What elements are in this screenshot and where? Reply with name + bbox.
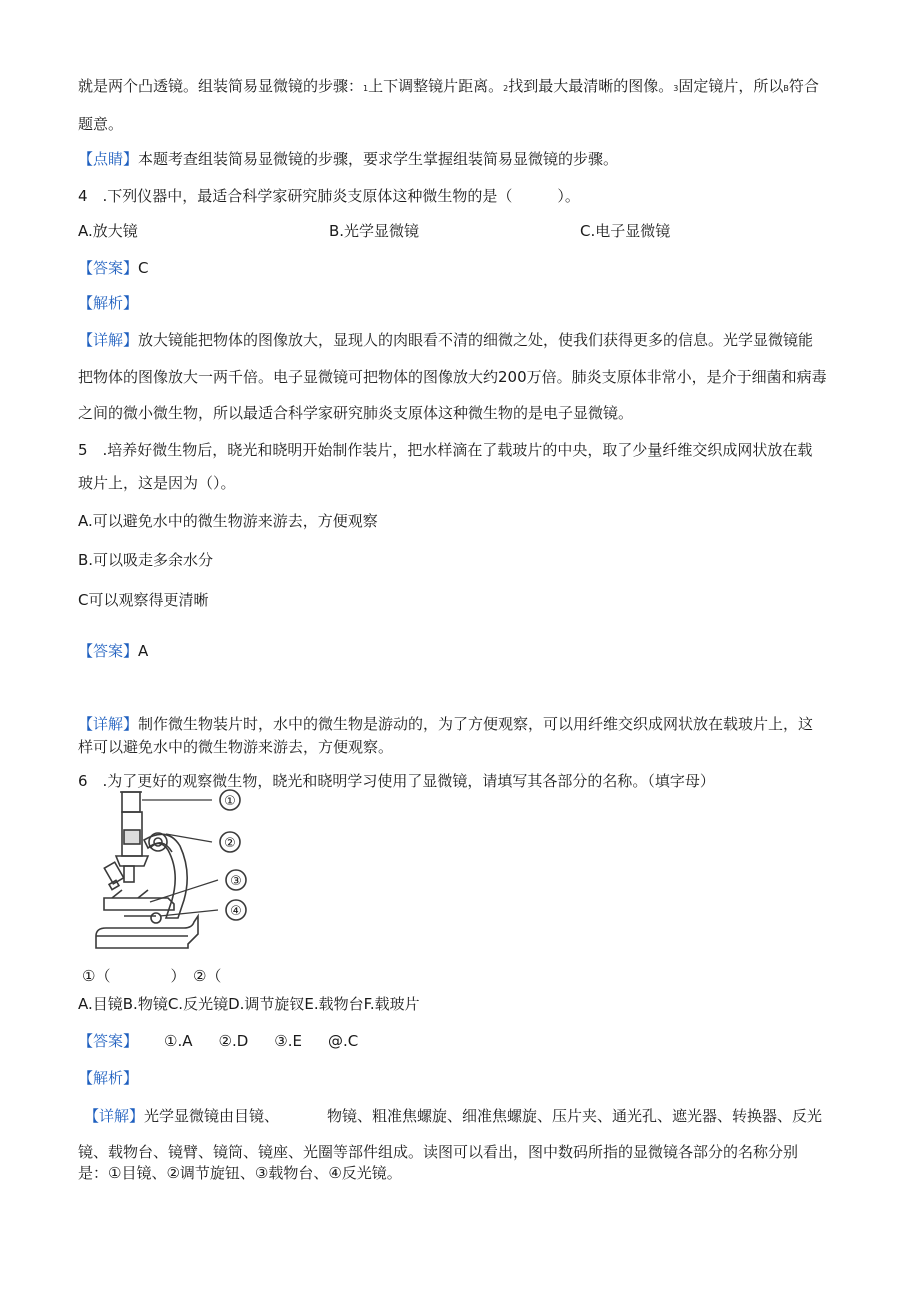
nosepiece xyxy=(116,856,148,866)
adjustment-knob xyxy=(149,833,167,851)
q6-detail-line: 是：①目镜、②调节旋钮、③载物台、④反光镜。 xyxy=(78,1164,402,1182)
dianjing-tag: 【点睛】 xyxy=(78,150,139,168)
q6-jiexi xyxy=(78,1068,138,1088)
q6-detail-line: 镜、载物台、镜臂、镜筒、镜座、光圈等部件组成。读图可以看出，图中数码所指的显微镜各部分的名称分别 xyxy=(78,1143,799,1161)
question-6-stem: 6 .为了更好的观察微生物，晓光和晓明学习使用了显微镜，请填写其各部分的名称。（填字母） xyxy=(78,772,715,790)
q5-option-b: B.可以吸走多余水分 xyxy=(78,551,214,569)
eyepiece xyxy=(122,792,140,812)
detail-tag: 【详解】 xyxy=(84,1107,145,1125)
q6-options: A.目镜B.物镜C.反光镜D.调节旋钗E.载物台F.载玻片 xyxy=(78,995,420,1013)
q4-detail-line: 把物体的图像放大一两千倍。电子显微镜可把物体的图像放大约200万倍。肺炎支原体非常小，是介于细菌和病毒 xyxy=(78,368,827,386)
q4-option-c: C.电子显微镜 xyxy=(580,222,671,240)
q5-detail-line: 样可以避免水中的微生物游来游去，方便观察。 xyxy=(78,738,394,756)
jiexi-tag: 【解析】 xyxy=(78,1069,139,1087)
jiexi-tag: 【解析】 xyxy=(78,294,139,312)
q5-detail-line: 【详解】制作微生物装片时，水中的微生物是游动的，为了方便观察，可以用纤维交织成网状放在载玻片上，这 xyxy=(78,715,814,733)
question-5-stem: 5 .培养好微生物后，晓光和晓明开始制作装片，把水样滴在了载玻片的中央，取了少量纤维交织成网状放在载 xyxy=(78,441,813,459)
answer-tag: 【答案】 xyxy=(78,259,139,277)
answer-tag: 【答案】 xyxy=(78,642,139,660)
q4-detail-line: 【详解】放大镜能把物体的图像放大，显现人的肉眼看不清的细微之处，使我们获得更多的信息。光学显微镜能 xyxy=(78,331,814,349)
q6-blanks: ①（ ） ②（ xyxy=(82,967,222,985)
q6-detail-line: 【详解】光学显微镜由目镜、 物镜、粗准焦螺旋、细准焦螺旋、压片夹、通光孔、遮光器、转换器、反光 xyxy=(84,1107,823,1125)
paragraph-line: 就是两个凸透镜。组装简易显微镜的步骤：1上下调整镜片距离。2找到最大最清晰的图像。3固定镜片，所以B符合 xyxy=(78,77,819,95)
label-1: ① xyxy=(224,794,236,809)
label-3: ③ xyxy=(230,874,242,889)
dianjing-line: 【点睛】本题考查组装简易显微镜的步骤，要求学生掌握组装简易显微镜的步骤。 xyxy=(78,150,619,168)
q4-answer: 【答案】C xyxy=(78,259,149,277)
detail-tag: 【详解】 xyxy=(78,331,139,349)
label-2: ② xyxy=(224,836,236,851)
label-4: ④ xyxy=(230,904,242,919)
q6-answer: 【答案】 ①.A ②.D ③.E @.C xyxy=(78,1032,359,1050)
q4-option-b: B.光学显微镜 xyxy=(329,222,420,240)
q4-jiexi xyxy=(78,293,138,313)
question-5-stem: 玻片上，这是因为（）。 xyxy=(78,474,236,492)
mirror xyxy=(151,913,161,923)
q5-answer: 【答案】A xyxy=(78,642,149,660)
question-4-stem: 4 .下列仪器中，最适合科学家研究肺炎支原体这种微生物的是（ ）。 xyxy=(78,187,580,205)
q4-detail-line: 之间的微小微生物，所以最适合科学家研究肺炎支原体这种微生物的是电子显微镜。 xyxy=(78,404,634,422)
stage xyxy=(104,898,174,910)
q5-option-c: C可以观察得更清晰 xyxy=(78,591,209,609)
q4-option-a: A.放大镜 xyxy=(78,222,138,240)
paragraph-line: 题意。 xyxy=(78,115,124,133)
answer-tag: 【答案】 xyxy=(78,1032,139,1050)
q5-option-a: A.可以避免水中的微生物游来游去，方便观察 xyxy=(78,512,378,530)
microscope-diagram xyxy=(88,786,258,954)
detail-tag: 【详解】 xyxy=(78,715,139,733)
microscope-base xyxy=(96,916,198,948)
